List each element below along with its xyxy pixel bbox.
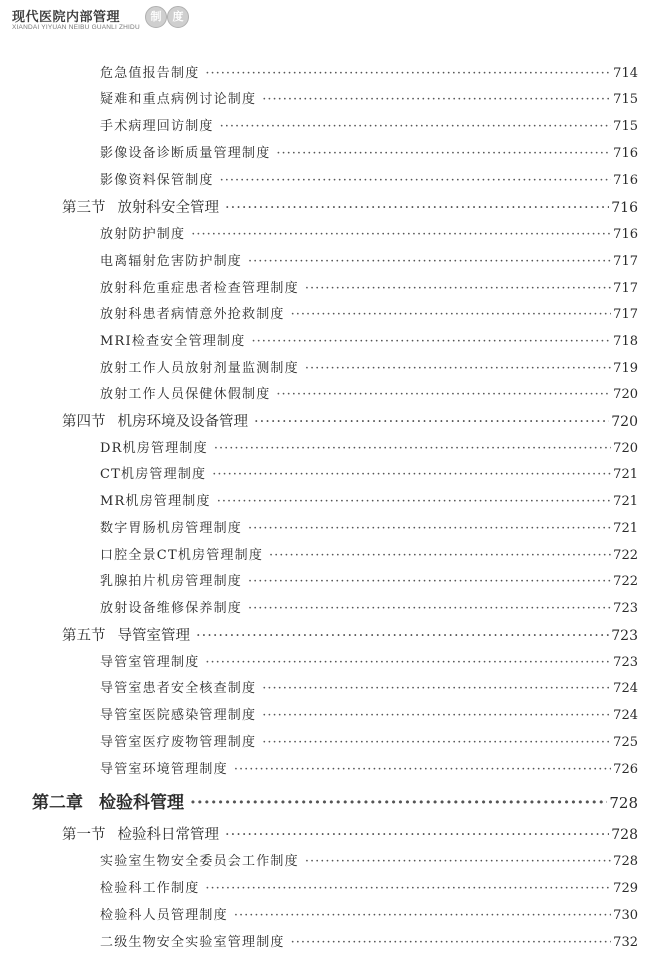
toc-item-title: 手术病理回访制度: [100, 119, 214, 134]
toc-section-row: [62, 624, 638, 645]
toc-section-title: [62, 196, 219, 217]
dot-leader: [291, 935, 612, 950]
toc-item-row: [100, 597, 638, 616]
toc-section-row: [62, 410, 638, 431]
toc-item-title: 危急值报告制度: [100, 66, 200, 81]
page-number: 728: [613, 854, 638, 869]
dot-leader: [190, 793, 607, 813]
dot-leader: [196, 628, 609, 644]
toc-section-label: 检验科日常管理: [117, 827, 219, 843]
page-number: 724: [613, 681, 638, 696]
dot-leader: [225, 200, 609, 216]
toc-chapter-number: 第二章: [32, 793, 83, 813]
toc-item-title: 放射工作人员保健休假制度: [100, 387, 271, 402]
page-number: 721: [613, 521, 638, 536]
toc-item-title: 放射工作人员放射剂量监测制度: [100, 361, 299, 376]
toc-item-title: 影像设备诊断质量管理制度: [100, 146, 271, 161]
book-subtitle-pinyin: XIANDAI YIYUAN NEIBU GUANLI ZHIDU: [12, 24, 140, 31]
toc-item-title: 检验科工作制度: [100, 881, 200, 896]
toc-section-title: [62, 624, 190, 645]
page-number: 722: [613, 548, 638, 563]
dot-leader: [262, 708, 611, 723]
page-number: 716: [613, 146, 638, 161]
toc-section-label: 放射科安全管理: [117, 200, 219, 216]
toc-item-title: 电离辐射危害防护制度: [100, 254, 243, 269]
page-number: 730: [613, 908, 638, 923]
dot-leader: [305, 281, 611, 296]
toc-item-title: 放射设备维修保养制度: [100, 601, 243, 616]
page-number: 728: [609, 794, 638, 812]
page-number: 724: [613, 708, 638, 723]
seal-char-1: 制: [145, 6, 167, 28]
toc-item-title: MRI检查安全管理制度: [100, 334, 246, 349]
page-number: 715: [613, 92, 638, 107]
dot-leader: [205, 655, 611, 670]
page-number: 719: [613, 361, 638, 376]
dot-leader: [212, 467, 611, 482]
toc-section-label: 导管室管理: [117, 628, 190, 644]
toc-item-row: [100, 115, 638, 134]
page-number: 728: [611, 827, 638, 843]
page-number: 729: [613, 881, 638, 896]
page-number: 725: [613, 735, 638, 750]
page-number: 715: [613, 119, 638, 134]
page-number: 716: [613, 173, 638, 188]
toc-item-title: CT机房管理制度: [100, 467, 207, 482]
dot-leader: [248, 601, 611, 616]
dot-leader: [262, 735, 611, 750]
toc-item-title: 检验科人员管理制度: [100, 908, 228, 923]
dot-leader: [248, 521, 611, 536]
toc-chapter-label: 检验科管理: [99, 793, 184, 813]
toc-item-title: 乳腺拍片机房管理制度: [100, 574, 243, 589]
toc-item-row: [100, 142, 638, 161]
toc-section-number: 第四节: [62, 414, 106, 430]
dot-leader: [220, 119, 612, 134]
toc-item-title: 影像资料保管制度: [100, 173, 214, 188]
dot-leader: [234, 908, 611, 923]
toc-item-title: 导管室管理制度: [100, 655, 200, 670]
toc-item-row: [100, 731, 638, 750]
toc-item-row: [100, 544, 638, 563]
dot-leader: [220, 173, 612, 188]
toc-item-row: [100, 758, 638, 777]
toc-item-title: DR机房管理制度: [100, 441, 208, 456]
page-number: 721: [613, 467, 638, 482]
toc-item-row: [100, 303, 638, 322]
dot-leader: [234, 762, 611, 777]
toc-section-title: [62, 823, 219, 844]
toc-item-title: 导管室环境管理制度: [100, 762, 228, 777]
page-number: 726: [613, 762, 638, 777]
page-number: 720: [611, 414, 638, 430]
dot-leader: [217, 494, 611, 509]
toc-item-row: [100, 62, 638, 81]
toc-section-number: 第一节: [62, 827, 106, 843]
toc-item-row: [100, 931, 638, 950]
dot-leader: [305, 361, 611, 376]
toc-item-row: [100, 357, 638, 376]
dot-leader: [269, 548, 611, 563]
toc-section-number: 第五节: [62, 628, 106, 644]
toc-item-row: [100, 517, 638, 536]
toc-item-row: [100, 463, 638, 482]
dot-leader: [191, 227, 611, 242]
dot-leader: [205, 66, 611, 81]
toc-item-title: 放射科患者病情意外抢救制度: [100, 307, 285, 322]
page-number: 720: [613, 387, 638, 402]
toc-item-row: [100, 330, 638, 349]
toc-chapter-title: [32, 788, 184, 813]
page-number: 716: [613, 227, 638, 242]
page-number: 722: [613, 574, 638, 589]
page-number: 717: [613, 307, 638, 322]
toc-item-title: 导管室患者安全核查制度: [100, 681, 257, 696]
dot-leader: [248, 574, 611, 589]
toc-item-title: 口腔全景CT机房管理制度: [100, 548, 264, 563]
toc-item-title: 导管室医院感染管理制度: [100, 708, 257, 723]
dot-leader: [276, 146, 611, 161]
dot-leader: [225, 827, 609, 843]
toc-item-row: [100, 570, 638, 589]
toc-item-title: 放射科危重症患者检查管理制度: [100, 281, 299, 296]
toc-item-row: [100, 383, 638, 402]
page-number: 721: [613, 494, 638, 509]
dot-leader: [214, 441, 611, 456]
dot-leader: [276, 387, 611, 402]
toc-item-title: 数字胃肠机房管理制度: [100, 521, 243, 536]
dot-leader: [291, 307, 612, 322]
toc-item-title: 导管室医疗废物管理制度: [100, 735, 257, 750]
toc-section-row: [62, 196, 638, 217]
toc-item-title: 二级生物安全实验室管理制度: [100, 935, 285, 950]
page-number: 723: [613, 601, 638, 616]
toc-item-row: [100, 437, 638, 456]
dot-leader: [262, 681, 611, 696]
dot-leader: [248, 254, 611, 269]
toc-item-row: [100, 904, 638, 923]
page-number: 720: [613, 441, 638, 456]
toc-item-row: [100, 704, 638, 723]
toc-item-title: MR机房管理制度: [100, 494, 211, 509]
toc-item-row: [100, 651, 638, 670]
toc-item-row: [100, 88, 638, 107]
toc-section-row: [62, 823, 638, 844]
toc-item-row: [100, 169, 638, 188]
dot-leader: [305, 854, 611, 869]
toc-item-row: [100, 223, 638, 242]
toc-section-title: [62, 410, 248, 431]
toc-item-title: 疑难和重点病例讨论制度: [100, 92, 257, 107]
page-number: 717: [613, 254, 638, 269]
page-number: 714: [613, 66, 638, 81]
page-number: 718: [613, 334, 638, 349]
dot-leader: [205, 881, 611, 896]
seal-char-2: 度: [167, 6, 189, 28]
page-number: 723: [613, 655, 638, 670]
dot-leader: [262, 92, 611, 107]
toc-item-row: [100, 877, 638, 896]
page-number: 723: [611, 628, 638, 644]
toc-item-row: [100, 677, 638, 696]
toc-item-title: 放射防护制度: [100, 227, 186, 242]
book-title: 现代医院内部管理: [12, 10, 121, 25]
toc-section-label: 机房环境及设备管理: [117, 414, 248, 430]
dot-leader: [251, 334, 611, 349]
toc-item-row: [100, 490, 638, 509]
page-number: 717: [613, 281, 638, 296]
page-number: 732: [613, 935, 638, 950]
toc-section-number: 第三节: [62, 200, 106, 216]
toc-item-row: [100, 250, 638, 269]
toc-item-row: [100, 850, 638, 869]
dot-leader: [254, 414, 609, 430]
page-number: 716: [611, 200, 638, 216]
toc-chapter-row: [32, 788, 638, 813]
toc-item-title: 实验室生物安全委员会工作制度: [100, 854, 299, 869]
toc-item-row: [100, 277, 638, 296]
